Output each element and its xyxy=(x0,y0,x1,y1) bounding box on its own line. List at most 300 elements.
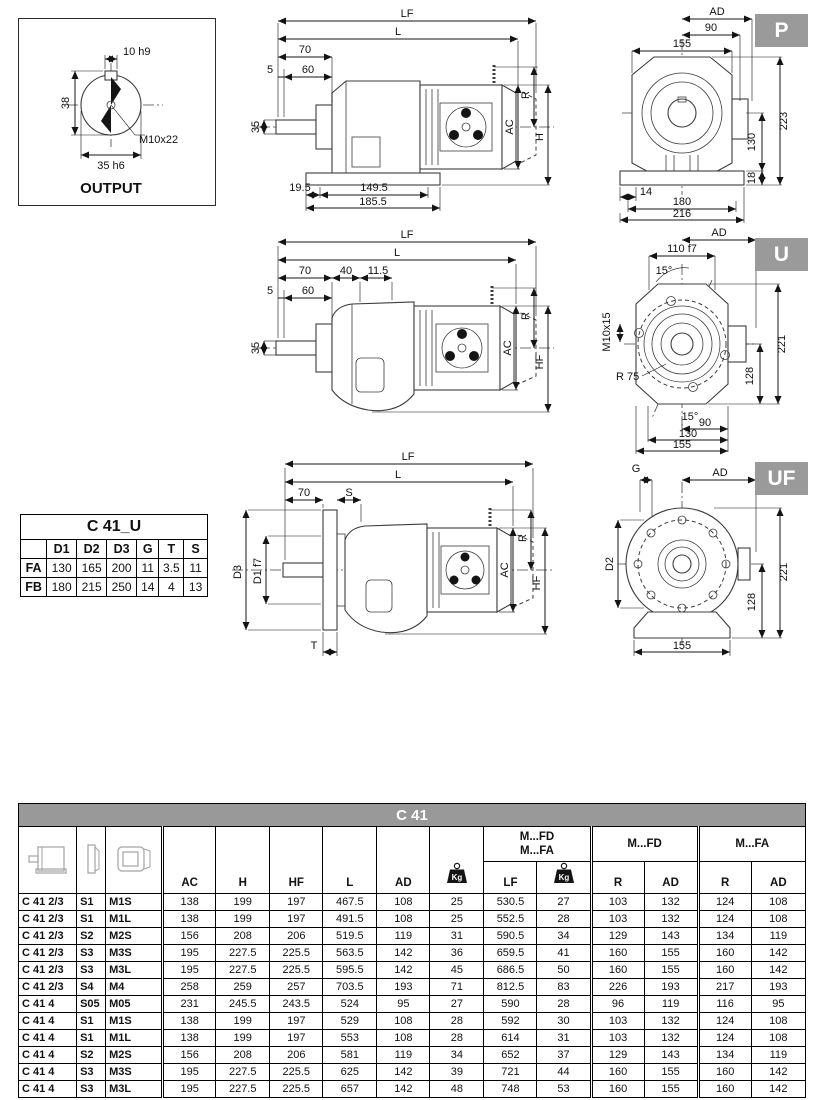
u-side-drawing xyxy=(248,228,560,443)
tab-p-label: P xyxy=(774,18,789,42)
table-cell: 48 xyxy=(430,1081,484,1098)
table-cell: 30 xyxy=(537,1013,591,1030)
table-cell: C 41 2/3 xyxy=(19,945,77,962)
table-cell: 581 xyxy=(323,1047,377,1064)
table-cell: 160 xyxy=(591,962,644,979)
table-cell: 195 xyxy=(163,1064,216,1081)
dim-label: 11.5 xyxy=(367,265,389,277)
dim-label: L xyxy=(394,469,402,481)
table-cell: 197 xyxy=(270,1030,323,1047)
flange-icon xyxy=(79,841,103,877)
table-cell: 156 xyxy=(163,1047,216,1064)
table-cell: 119 xyxy=(644,996,698,1013)
table-row xyxy=(19,1047,806,1064)
flange-col: D2 xyxy=(77,540,107,559)
table-cell: 96 xyxy=(591,996,644,1013)
table-cell: 552.5 xyxy=(484,911,537,928)
table-cell: 208 xyxy=(216,928,270,945)
column-header: H xyxy=(216,827,270,894)
table-cell: 199 xyxy=(216,1030,270,1047)
table-cell: 36 xyxy=(430,945,484,962)
table-cell: M3L xyxy=(106,1081,163,1098)
table-cell: 103 xyxy=(591,894,644,911)
flange-table xyxy=(20,514,208,597)
dim-label: 110 f7 xyxy=(667,243,697,255)
table-cell: 14 xyxy=(137,578,159,597)
table-cell: S3 xyxy=(77,1064,106,1081)
table-cell: C 41 4 xyxy=(19,1030,77,1047)
table-cell: 208 xyxy=(216,1047,270,1064)
column-header: AD xyxy=(644,862,698,894)
dim-label: 35 xyxy=(250,120,262,134)
table-cell: 103 xyxy=(591,911,644,928)
table-cell: 142 xyxy=(377,962,430,979)
dim-label: 18 xyxy=(746,171,758,185)
dim-label: 5 xyxy=(266,64,274,76)
p-side-drawing xyxy=(248,5,560,220)
dim-label: 155 xyxy=(672,439,692,451)
dim-label: HF xyxy=(531,575,543,591)
table-cell: 812.5 xyxy=(484,979,537,996)
column-header: R xyxy=(591,862,644,894)
dim-label: D3 xyxy=(232,564,244,580)
table-cell: 193 xyxy=(751,979,805,996)
dim-label: LF xyxy=(400,8,414,20)
table-cell: 258 xyxy=(163,979,216,996)
dim-label: 70 xyxy=(297,487,311,499)
table-cell: 215 xyxy=(77,578,107,597)
table-cell: S3 xyxy=(77,962,106,979)
gearbox-icon-cell xyxy=(19,827,77,894)
table-cell: 129 xyxy=(591,1047,644,1064)
table-cell: 199 xyxy=(216,894,270,911)
table-cell: 28 xyxy=(430,1030,484,1047)
dim-label: D2 xyxy=(604,556,616,572)
table-cell: 132 xyxy=(644,1013,698,1030)
table-cell: C 41 4 xyxy=(19,1081,77,1098)
table-cell: 129 xyxy=(591,928,644,945)
dim-label: 155 xyxy=(672,38,692,50)
flange-col: S xyxy=(184,540,208,559)
flange-col: D1 xyxy=(47,540,77,559)
table-cell: 130 xyxy=(47,559,77,578)
table-cell: 132 xyxy=(644,911,698,928)
table-cell: 659.5 xyxy=(484,945,537,962)
dim-label: L xyxy=(394,26,402,38)
table-cell: S2 xyxy=(77,928,106,945)
table-cell: 524 xyxy=(323,996,377,1013)
table-cell: S1 xyxy=(77,1030,106,1047)
table-cell: 155 xyxy=(644,945,698,962)
column-header: AD xyxy=(377,827,430,894)
table-cell: 206 xyxy=(270,928,323,945)
table-cell: 119 xyxy=(751,1047,805,1064)
table-row xyxy=(21,559,208,578)
output-title: OUTPUT xyxy=(80,180,142,197)
table-cell: C 41 4 xyxy=(19,1064,77,1081)
table-row xyxy=(21,578,208,597)
table-cell: 11 xyxy=(137,559,159,578)
table-cell: 119 xyxy=(377,928,430,945)
table-cell: S1 xyxy=(77,894,106,911)
table-cell: 721 xyxy=(484,1064,537,1081)
table-cell: 160 xyxy=(591,945,644,962)
table-cell: 259 xyxy=(216,979,270,996)
table-row xyxy=(19,911,806,928)
table-cell: 703.5 xyxy=(323,979,377,996)
table-cell: 138 xyxy=(163,1030,216,1047)
table-cell: 11 xyxy=(184,559,208,578)
table-cell: M3S xyxy=(106,945,163,962)
table-cell: 227.5 xyxy=(216,962,270,979)
table-cell: S1 xyxy=(77,1013,106,1030)
table-cell: 31 xyxy=(430,928,484,945)
table-cell: 180 xyxy=(47,578,77,597)
table-cell: 132 xyxy=(644,894,698,911)
table-cell: C 41 2/3 xyxy=(19,979,77,996)
table-cell: 142 xyxy=(377,1081,430,1098)
table-row xyxy=(19,928,806,945)
table-cell: 243.5 xyxy=(270,996,323,1013)
table-row xyxy=(19,945,806,962)
table-cell: 108 xyxy=(751,911,805,928)
table-cell: 553 xyxy=(323,1030,377,1047)
table-cell: M1L xyxy=(106,911,163,928)
table-cell: 103 xyxy=(591,1013,644,1030)
dim-label: 35 xyxy=(250,341,262,355)
table-cell: 206 xyxy=(270,1047,323,1064)
table-cell: 195 xyxy=(163,945,216,962)
table-cell: 4 xyxy=(159,578,184,597)
dim-label: G xyxy=(631,463,641,475)
flange-col: D3 xyxy=(107,540,137,559)
table-row xyxy=(19,1013,806,1030)
table-cell: M1L xyxy=(106,1030,163,1047)
table-cell: C 41 2/3 xyxy=(19,894,77,911)
table-cell: 160 xyxy=(591,1064,644,1081)
table-cell: 132 xyxy=(644,1030,698,1047)
table-cell: 227.5 xyxy=(216,1081,270,1098)
table-cell: 199 xyxy=(216,1013,270,1030)
dim-label: 223 xyxy=(778,111,790,131)
table-cell: 25 xyxy=(430,894,484,911)
dimensions-table xyxy=(18,803,806,1098)
table-cell: 108 xyxy=(751,1013,805,1030)
dim-label: 14 xyxy=(639,186,653,198)
table-cell: 748 xyxy=(484,1081,537,1098)
table-cell: 491.5 xyxy=(323,911,377,928)
table-cell: 142 xyxy=(377,1064,430,1081)
table-cell: 27 xyxy=(537,894,591,911)
dim-label-key-width: 10 h9 xyxy=(123,46,151,58)
table-cell: 165 xyxy=(77,559,107,578)
table-row xyxy=(19,962,806,979)
dim-label: 180 xyxy=(672,196,692,208)
table-cell: 225.5 xyxy=(270,1081,323,1098)
table-cell: C 41 4 xyxy=(19,996,77,1013)
dim-label: 19.5 xyxy=(289,182,311,194)
dim-label: 216 xyxy=(672,208,692,220)
column-header: LF xyxy=(484,862,537,894)
table-cell: 195 xyxy=(163,962,216,979)
dim-label: L xyxy=(393,247,401,259)
table-cell: 590 xyxy=(484,996,537,1013)
output-detail-box xyxy=(18,18,216,206)
kg-icon-label: Kg xyxy=(451,873,463,882)
table-cell: 143 xyxy=(644,1047,698,1064)
table-cell: 227.5 xyxy=(216,1064,270,1081)
table-cell: 155 xyxy=(644,962,698,979)
table-cell: M3S xyxy=(106,1064,163,1081)
table-cell: 519.5 xyxy=(323,928,377,945)
table-cell: 227.5 xyxy=(216,945,270,962)
column-header: AD xyxy=(751,862,805,894)
dim-label: HF xyxy=(534,354,546,370)
table-cell: C 41 4 xyxy=(19,1047,77,1064)
dim-label: LF xyxy=(400,229,414,241)
uf-side-drawing xyxy=(228,450,560,665)
table-cell: 124 xyxy=(698,1013,751,1030)
group-fdfa-line2: M...FA xyxy=(520,845,554,857)
table-cell: M3L xyxy=(106,962,163,979)
table-cell: C 41 2/3 xyxy=(19,962,77,979)
row-label: FA xyxy=(21,559,47,578)
tab-u-label: U xyxy=(773,242,790,266)
table-cell: 197 xyxy=(270,911,323,928)
flange-table-header xyxy=(21,540,208,559)
table-cell: 28 xyxy=(537,996,591,1013)
gearbox-side-icon xyxy=(25,841,71,877)
table-cell: 225.5 xyxy=(270,962,323,979)
table-cell: 103 xyxy=(591,1030,644,1047)
dim-label: 90 xyxy=(698,417,712,429)
table-cell: 108 xyxy=(751,894,805,911)
table-cell: M2S xyxy=(106,1047,163,1064)
table-cell: 142 xyxy=(751,1064,805,1081)
group-header-fd: M...FD xyxy=(591,827,698,862)
table-cell: C 41 4 xyxy=(19,1013,77,1030)
table-cell: 108 xyxy=(377,1030,430,1047)
table-cell: 31 xyxy=(537,1030,591,1047)
table-cell: M2S xyxy=(106,928,163,945)
flange-col: T xyxy=(159,540,184,559)
table-cell: 138 xyxy=(163,911,216,928)
table-cell: M1S xyxy=(106,1013,163,1030)
dim-label: 128 xyxy=(744,366,756,386)
table-cell: 595.5 xyxy=(323,962,377,979)
table-cell: 686.5 xyxy=(484,962,537,979)
table-cell: 138 xyxy=(163,894,216,911)
dim-label-tap: M10x22 xyxy=(139,134,179,146)
group-header-fdfa xyxy=(484,827,591,862)
flange-table-title: C 41_U xyxy=(21,515,208,540)
table-cell: 45 xyxy=(430,962,484,979)
table-cell: 156 xyxy=(163,928,216,945)
table-cell: 225.5 xyxy=(270,945,323,962)
table-cell: 467.5 xyxy=(323,894,377,911)
dim-label: M10x15 xyxy=(601,312,613,352)
table-cell: 160 xyxy=(698,1064,751,1081)
dim-label: 185.5 xyxy=(359,196,387,208)
dim-label: H xyxy=(534,133,546,141)
table-cell: 53 xyxy=(537,1081,591,1098)
table-group-header xyxy=(19,827,806,862)
table-cell: 108 xyxy=(377,911,430,928)
dim-label: AC xyxy=(499,562,511,578)
dim-label: R xyxy=(517,534,529,542)
table-cell: M4 xyxy=(106,979,163,996)
table-cell: C 41 2/3 xyxy=(19,911,77,928)
row-label: FB xyxy=(21,578,47,597)
table-cell: 657 xyxy=(323,1081,377,1098)
table-cell: 41 xyxy=(537,945,591,962)
table-cell: 124 xyxy=(698,911,751,928)
dim-label: 128 xyxy=(746,592,758,612)
dim-label: D1 f7 xyxy=(252,557,264,585)
dim-label: 60 xyxy=(301,64,315,76)
dim-label: 90 xyxy=(704,22,718,34)
table-cell: S3 xyxy=(77,1081,106,1098)
flange-col: G xyxy=(137,540,159,559)
table-cell: S4 xyxy=(77,979,106,996)
output-shaft-drawing xyxy=(19,19,213,201)
table-cell: 625 xyxy=(323,1064,377,1081)
table-cell: M1S xyxy=(106,894,163,911)
dim-label: AD xyxy=(711,228,727,239)
table-cell: S1 xyxy=(77,911,106,928)
weight-kg-icon xyxy=(552,862,576,886)
table-cell: S05 xyxy=(77,996,106,1013)
table-cell: 71 xyxy=(430,979,484,996)
table-cell: 116 xyxy=(698,996,751,1013)
table-cell: 160 xyxy=(698,1081,751,1098)
table-cell: 143 xyxy=(644,928,698,945)
column-header: HF xyxy=(270,827,323,894)
dim-label: LF xyxy=(401,451,415,463)
weight-icon-cell xyxy=(537,862,591,894)
dim-label: 221 xyxy=(778,562,790,582)
dim-label-diameter: 35 h6 xyxy=(97,160,125,172)
table-cell: 119 xyxy=(377,1047,430,1064)
table-cell: 138 xyxy=(163,1013,216,1030)
dim-label: R 75 xyxy=(616,371,640,383)
table-cell: 652 xyxy=(484,1047,537,1064)
table-row xyxy=(19,996,806,1013)
table-cell: 34 xyxy=(430,1047,484,1064)
dim-label: S xyxy=(345,487,353,499)
dim-label: R xyxy=(520,91,532,99)
table-cell: 217 xyxy=(698,979,751,996)
table-cell: 155 xyxy=(644,1064,698,1081)
motor-front-icon xyxy=(112,841,156,877)
table-cell: 142 xyxy=(377,945,430,962)
table-cell: 257 xyxy=(270,979,323,996)
table-row xyxy=(19,1064,806,1081)
table-cell: 108 xyxy=(751,1030,805,1047)
table-cell: 13 xyxy=(184,578,208,597)
table-cell: 530.5 xyxy=(484,894,537,911)
weight-icon-cell xyxy=(430,827,484,894)
dim-label: 5 xyxy=(266,285,274,297)
table-cell: 108 xyxy=(377,1013,430,1030)
dim-label: AD xyxy=(712,467,728,479)
dim-label: T xyxy=(310,640,318,652)
table-cell: 34 xyxy=(537,928,591,945)
kg-icon-label: Kg xyxy=(558,873,569,882)
table-cell: 50 xyxy=(537,962,591,979)
dim-label-key-height: 38 xyxy=(60,96,72,110)
table-cell: 37 xyxy=(537,1047,591,1064)
table-cell: 200 xyxy=(107,559,137,578)
table-cell: S2 xyxy=(77,1047,106,1064)
table-cell: 134 xyxy=(698,1047,751,1064)
table-cell: 25 xyxy=(430,911,484,928)
dim-label: 155 xyxy=(672,640,692,652)
table-cell: 197 xyxy=(270,894,323,911)
table-cell: 28 xyxy=(430,1013,484,1030)
dim-label: AC xyxy=(502,340,514,356)
table-row xyxy=(19,979,806,996)
dim-label: AC xyxy=(504,119,516,135)
dim-label: 130 xyxy=(746,132,758,152)
dim-label: 130 xyxy=(678,428,698,440)
column-header: L xyxy=(323,827,377,894)
dim-label: 221 xyxy=(776,334,788,354)
table-cell: 590.5 xyxy=(484,928,537,945)
tab-uf-label: UF xyxy=(767,466,796,490)
dimensions-table-body xyxy=(19,894,806,1098)
dim-label: R xyxy=(520,312,532,320)
table-cell: 592 xyxy=(484,1013,537,1030)
table-cell: 250 xyxy=(107,578,137,597)
table-cell: 160 xyxy=(591,1081,644,1098)
table-cell: 142 xyxy=(751,1081,805,1098)
table-cell: 193 xyxy=(377,979,430,996)
table-cell: 39 xyxy=(430,1064,484,1081)
table-row xyxy=(19,1030,806,1047)
table-cell: 160 xyxy=(698,962,751,979)
table-cell: 231 xyxy=(163,996,216,1013)
table-cell: 226 xyxy=(591,979,644,996)
flange-icon-cell xyxy=(77,827,106,894)
table-cell: 27 xyxy=(430,996,484,1013)
table-cell: 614 xyxy=(484,1030,537,1047)
table-cell: 124 xyxy=(698,894,751,911)
dim-label: 40 xyxy=(339,265,353,277)
table-cell: 124 xyxy=(698,1030,751,1047)
table-cell: 28 xyxy=(537,911,591,928)
dim-label: 70 xyxy=(298,265,312,277)
table-cell: 195 xyxy=(163,1081,216,1098)
table-cell: 529 xyxy=(323,1013,377,1030)
table-cell: 95 xyxy=(377,996,430,1013)
column-header: R xyxy=(698,862,751,894)
table-cell: 134 xyxy=(698,928,751,945)
table-cell: S3 xyxy=(77,945,106,962)
table-cell: 83 xyxy=(537,979,591,996)
dim-label: 70 xyxy=(298,44,312,56)
tab-uf xyxy=(755,462,808,495)
table-cell: 44 xyxy=(537,1064,591,1081)
table-cell: 3.5 xyxy=(159,559,184,578)
table-cell: 95 xyxy=(751,996,805,1013)
flange-col-blank xyxy=(21,540,47,559)
dim-label: AD xyxy=(709,6,725,18)
table-row xyxy=(19,1081,806,1098)
table-title: C 41 xyxy=(19,804,806,827)
table-cell: 108 xyxy=(377,894,430,911)
dim-label: 149.5 xyxy=(360,182,388,194)
